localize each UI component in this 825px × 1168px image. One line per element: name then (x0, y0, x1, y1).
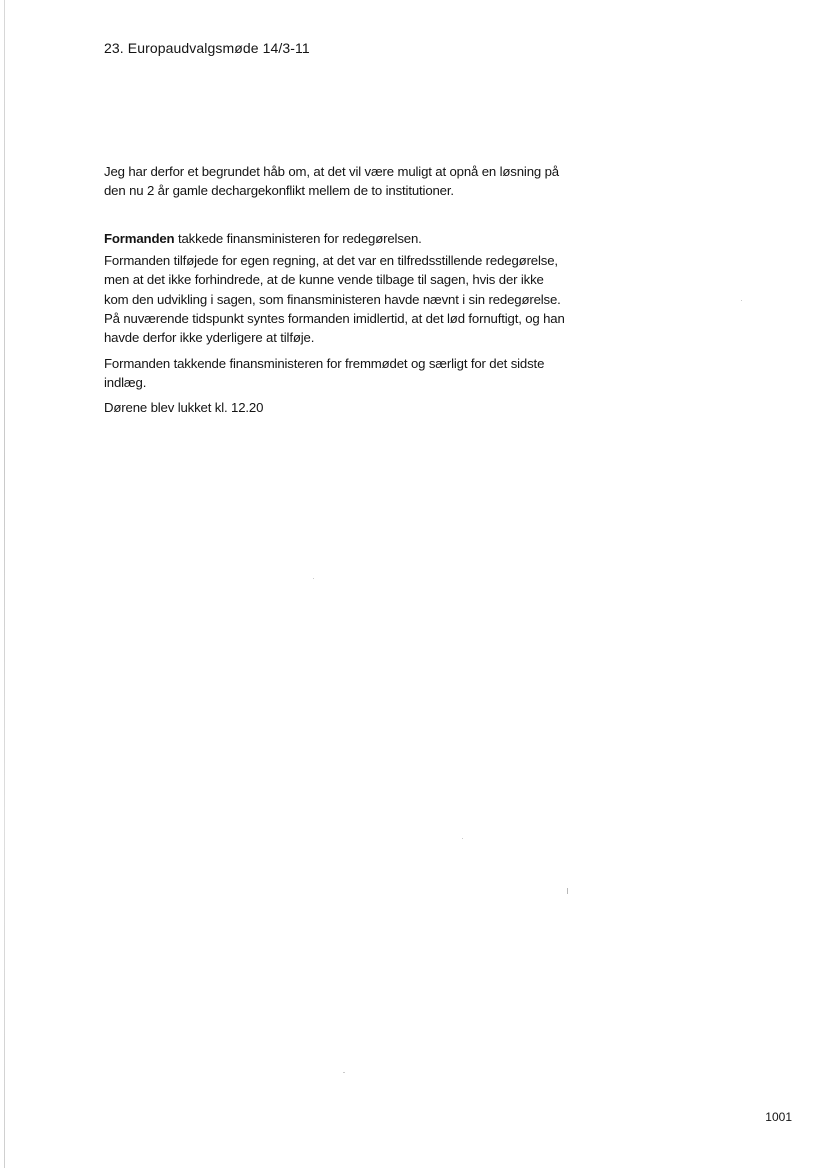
paragraph-line: Dørene blev lukket kl. 12.20 (104, 400, 264, 415)
scan-speck (462, 838, 463, 839)
scan-speck (567, 888, 568, 894)
paragraph-line: Formanden tilføjede for egen regning, at det var en tilfredsstillende redegørelse, (104, 253, 558, 268)
paragraph-line: Jeg har derfor et begrundet håb om, at det vil være muligt at opnå en løsning på (104, 164, 559, 179)
paragraph-line: men at det ikke forhindrede, at de kunne vende tilbage til sagen, hvis der ikke (104, 272, 544, 288)
paragraph-text: takkede finansministeren for redegørelsen. (174, 231, 422, 246)
speaker-name: Formanden (104, 231, 175, 246)
page-header: 23. Europaudvalgsmøde 14/3-11 (104, 40, 310, 56)
paragraph-doors-closed (104, 398, 604, 417)
scan-speck (343, 1072, 345, 1073)
paragraph-thanks (104, 229, 604, 248)
scan-edge-line (4, 0, 5, 1168)
paragraph-closing-thanks (104, 354, 604, 393)
scan-speck (313, 578, 314, 579)
paragraph-hope (104, 162, 604, 201)
paragraph-line: På nuværende tidspunkt syntes formanden imidlertid, at det lød fornuftigt, og han (104, 310, 565, 326)
paragraph-chair-remarks (104, 251, 604, 347)
page-number: 1001 (765, 1110, 792, 1124)
paragraph-line: den nu 2 år gamle dechargekonflikt mellem de to institutioner. (104, 183, 454, 199)
paragraph-line: Formanden takkende finansministeren for fremmødet og særligt for det sidste (104, 356, 545, 371)
scan-speck (741, 300, 742, 301)
paragraph-line: havde derfor ikke yderligere at tilføje. (104, 330, 315, 346)
paragraph-line: indlæg. (104, 375, 147, 391)
paragraph-line: kom den udvikling i sagen, som finansministeren havde nævnt i sin redegørelse. (104, 291, 561, 307)
